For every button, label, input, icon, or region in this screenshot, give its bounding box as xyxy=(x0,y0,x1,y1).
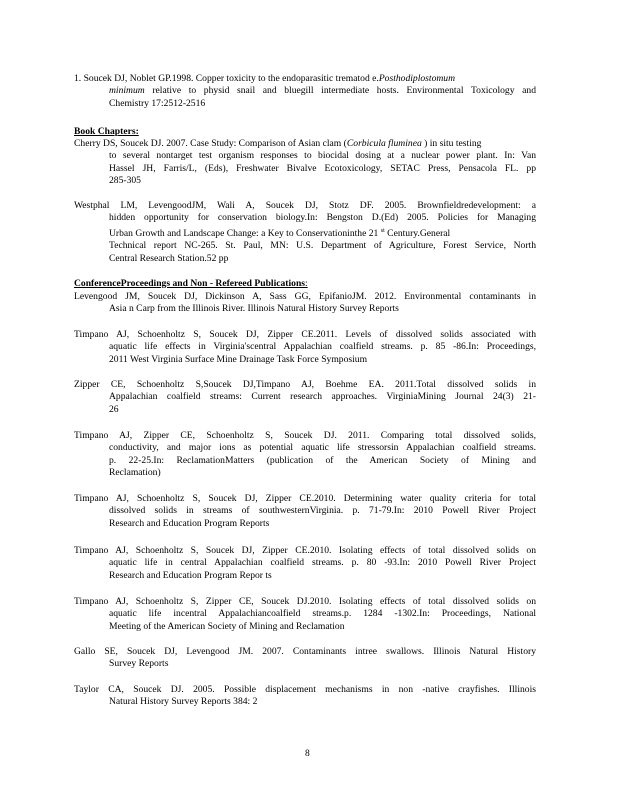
book-chapters-heading: Book Chapters: xyxy=(74,126,139,137)
numbered-reference xyxy=(74,73,536,110)
entry-line: Research and Education Program Repor ts xyxy=(109,569,272,581)
species-name: minimum xyxy=(109,85,145,97)
entry-line: dissolved solids in streams of southwesternVirginia. p. 71-79.In: 2010 Powell River Project xyxy=(109,505,536,517)
entry-line: Survey Reports xyxy=(109,658,169,670)
species-name: Corbicula fluminea xyxy=(346,138,422,149)
conference-entry xyxy=(74,646,536,671)
entry-line: Asia n Carp from the Illinois River. Illinois Natural History Survey Reports xyxy=(109,303,399,315)
entry-line: Levengood JM, Soucek DJ, Dickinson A, Sass GG, EpifanioJM. 2012. Environmental contaminants in xyxy=(74,291,536,302)
entry-line: hidden opportunity for conservation biology.In: Bengston D.(Ed) 2005. Policies for Managing xyxy=(109,212,536,224)
entry-line: Timpano AJ, Zipper CE, Schoenholtz S, Soucek DJ. 2011. Comparing total dissolved solids, xyxy=(74,430,536,441)
entry-line xyxy=(74,138,536,150)
conference-entry xyxy=(74,430,536,480)
entry-line: Hassel JH, Farris/L, (Eds), Freshwater Bivalve Ecotoxicology, SETAC Press, Pensacola FL. pp xyxy=(109,162,536,174)
conference-entry xyxy=(74,596,536,633)
species-name: Posthodiplostomum xyxy=(378,73,456,84)
entry-line: 2011 West Virginia Surface Mine Drainage Task Force Symposium xyxy=(109,353,368,365)
entry-line: Research and Education Program Reports xyxy=(109,517,270,529)
conference-heading xyxy=(74,278,308,290)
entry-line: Timpano AJ, Schoenholtz S, Soucek DJ, Zipper CE.2010. Isolating effects of total dissolved solids on xyxy=(74,545,536,556)
entry-line: Reclamation) xyxy=(109,467,161,479)
entry-line xyxy=(74,225,536,241)
entry-line: 285-305 xyxy=(109,175,141,187)
entry-line: to several nontarget test organism responses to biocidal dosing at a nuclear power plant. In: Van xyxy=(109,150,536,162)
entry-line: aquatic life effects in Virginia'scentral Appalachian coalfield streams. p. 85 -86.In: Proceedings, xyxy=(109,341,536,353)
chapter-entry xyxy=(74,138,536,188)
reference-line xyxy=(74,85,536,97)
entry-line: Appalachian coalfield streams: Current research approaches. VirginiaMining Journal 24(3) 21- xyxy=(109,391,536,403)
entry-line: aquatic life in central Appalachian coalfield streams. p. 80 -93.In: 2010 Powell River Project xyxy=(109,557,536,569)
entry-line: conductivity, and major ions as potential aquatic life stressorsin Appalachian coalfield streams. xyxy=(109,442,536,454)
entry-text: Century.General xyxy=(384,228,451,239)
entry-line: Gallo SE, Soucek DJ, Levengood JM. 2007. Contaminants intree swallows. Illinois Natural History xyxy=(74,646,536,657)
reference-line xyxy=(74,73,536,85)
conference-entry xyxy=(74,379,536,416)
reference-text: relative to physid snail and bluegill intermediate hosts. Environmental Toxicology and xyxy=(144,85,536,97)
entry-line: Meeting of the American Society of Mining and Reclamation xyxy=(109,620,345,632)
entry-line: Westphal LM, LevengoodJM, Wali A, Soucek DJ, Stotz DF. 2005. Brownfieldredevelopment: a xyxy=(74,200,536,211)
entry-line: Timpano AJ, Schoenholtz S, Soucek DJ, Zipper CE.2010. Determining water quality criteria for total xyxy=(74,493,536,504)
heading-text: ConferenceProceedings and Non - Refereed Publications xyxy=(74,278,306,289)
entry-text: Urban Growth and Landscape Change: a Key to Conservationinthe 21 xyxy=(109,228,381,239)
reference-line: Chemistry 17:2512-2516 xyxy=(109,97,206,109)
entry-line: Timpano AJ, Schoenholtz S, Zipper CE, Soucek DJ.2010. Isolating effects of total dissolved solids on xyxy=(74,596,536,607)
entry-line: Natural History Survey Reports 384: 2 xyxy=(109,696,258,708)
chapter-entry xyxy=(74,200,536,265)
entry-line: 26 xyxy=(109,403,119,415)
entry-line: Taylor CA, Soucek DJ. 2005. Possible displacement mechanisms in non -native crayfishes. Illinois xyxy=(74,684,536,695)
conference-entry xyxy=(74,684,536,709)
conference-entry xyxy=(74,291,536,316)
entry-line: Technical report NC-265. St. Paul, MN: U.S. Department of Agriculture, Forest Service, North xyxy=(109,240,536,252)
entry-line: Timpano AJ, Schoenholtz S, Soucek DJ, Zipper CE.2011. Levels of dissolved solids associated with xyxy=(74,329,536,340)
entry-line: Zipper CE, Schoenholtz S,Soucek DJ,Timpano AJ, Boehme EA. 2011.Total dissolved solids in xyxy=(74,379,536,390)
page-number: 8 xyxy=(305,748,310,759)
superscript: st xyxy=(380,227,385,234)
reference-text: 1. Soucek DJ, Noblet GP.1998. Copper toxicity to the endoparasitic trematod e. xyxy=(74,73,379,84)
entry-text: Cherry DS, Soucek DJ. 2007. Case Study: Comparison of Asian clam ( xyxy=(74,138,347,149)
conference-entry xyxy=(74,493,536,530)
entry-text: ) in situ testing xyxy=(421,138,482,149)
heading-colon: : xyxy=(305,278,308,289)
entry-line: aquatic life incentral Appalachiancoalfield streams.p. 1284 -1302.In: Proceedings, National xyxy=(109,608,536,620)
conference-entry xyxy=(74,545,536,582)
entry-line: p. 22-25.In: ReclamationMatters (publication of the American Society of Mining and xyxy=(109,454,536,466)
entry-line: Central Research Station.52 pp xyxy=(109,252,229,264)
conference-entry xyxy=(74,329,536,366)
